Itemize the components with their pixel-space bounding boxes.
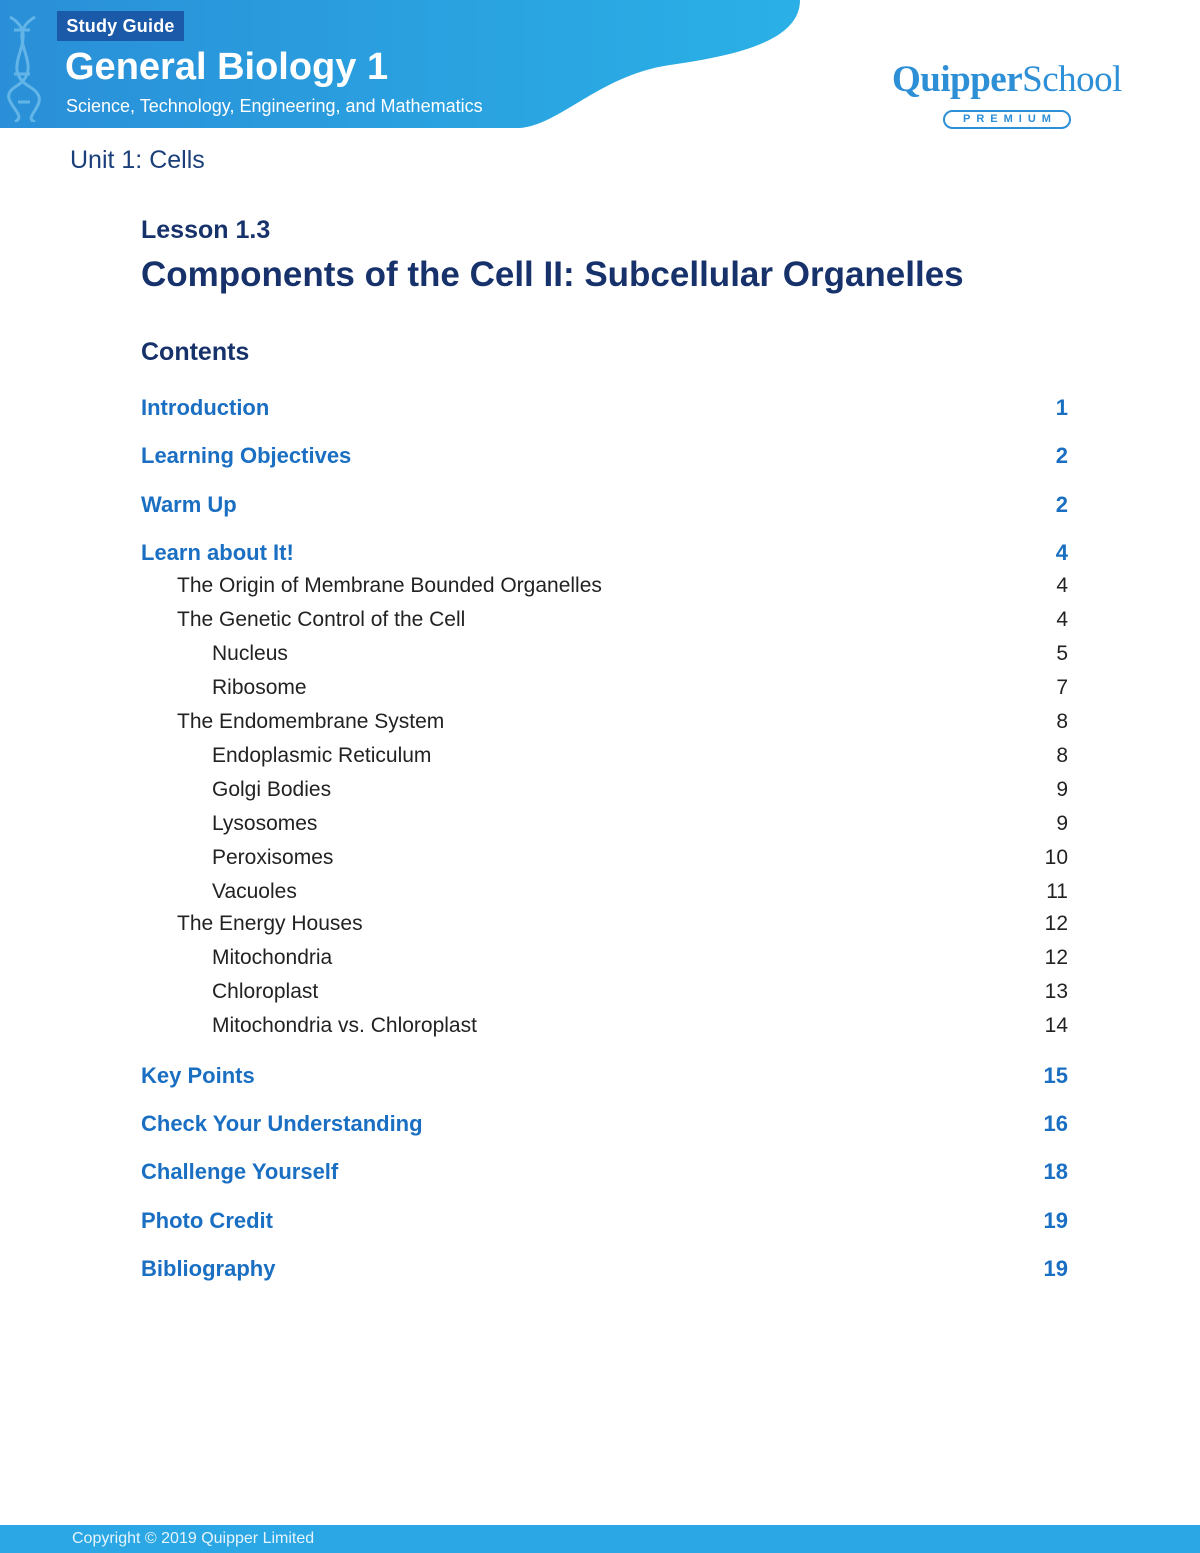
toc-entry-label[interactable]: Challenge Yourself xyxy=(141,1159,339,1184)
lesson-number: Lesson 1.3 xyxy=(141,216,271,244)
toc-entry[interactable] xyxy=(0,608,1200,638)
toc-entry-label[interactable]: Key Points xyxy=(141,1063,255,1088)
toc-entry-page: 9 xyxy=(1056,812,1068,835)
toc-entry[interactable] xyxy=(0,846,1200,876)
logo-brand-first: Quipper xyxy=(892,59,1023,100)
toc-entry-label[interactable]: Vacuoles xyxy=(212,880,297,903)
toc-entry-label[interactable]: Bibliography xyxy=(141,1256,276,1281)
logo-wordmark xyxy=(892,58,1122,101)
toc-entry[interactable] xyxy=(0,880,1200,910)
toc-entry-page: 9 xyxy=(1056,778,1068,801)
logo-brand-second: School xyxy=(1022,59,1122,100)
toc-entry-page: 12 xyxy=(1044,912,1068,935)
toc-entry-page: 8 xyxy=(1056,744,1068,767)
footer-bar xyxy=(0,1525,1200,1553)
toc-entry[interactable] xyxy=(0,1111,1200,1141)
toc-entry-label[interactable]: Learn about It! xyxy=(141,540,294,565)
toc-entry-label[interactable]: Chloroplast xyxy=(212,980,319,1003)
toc-entry-page: 4 xyxy=(1056,574,1068,597)
toc-entry-page: 18 xyxy=(1043,1159,1068,1184)
toc-entry-page: 7 xyxy=(1056,676,1068,699)
toc-entry-page: 2 xyxy=(1055,492,1068,517)
toc-entry-label[interactable]: Ribosome xyxy=(212,676,307,699)
study-guide-tag: Study Guide xyxy=(57,11,184,41)
toc-entry[interactable] xyxy=(0,778,1200,808)
course-title: General Biology 1 xyxy=(65,46,389,88)
course-subtitle: Science, Technology, Engineering, and Mathematics xyxy=(66,96,483,116)
toc-entry-label[interactable]: Photo Credit xyxy=(141,1208,273,1233)
lesson-title: Components of the Cell II: Subcellular Organelles xyxy=(141,255,964,294)
toc-entry-page: 11 xyxy=(1046,880,1068,903)
contents-heading: Contents xyxy=(141,338,250,366)
toc-entry-page: 4 xyxy=(1055,540,1068,565)
toc-entry-label[interactable]: Peroxisomes xyxy=(212,846,334,869)
toc-entry[interactable] xyxy=(0,1256,1200,1286)
toc-entry-label[interactable]: The Endomembrane System xyxy=(177,710,445,733)
toc-entry-label[interactable]: Mitochondria vs. Chloroplast xyxy=(212,1014,477,1037)
toc-entry[interactable] xyxy=(0,946,1200,976)
toc-entry[interactable] xyxy=(0,443,1200,473)
toc-entry-label[interactable]: The Genetic Control of the Cell xyxy=(177,608,466,631)
toc-entry[interactable] xyxy=(0,1208,1200,1238)
toc-entry-page: 15 xyxy=(1043,1063,1068,1088)
toc-entry[interactable] xyxy=(0,574,1200,604)
toc-entry[interactable] xyxy=(0,744,1200,774)
toc-entry[interactable] xyxy=(0,812,1200,842)
toc-entry-label[interactable]: Learning Objectives xyxy=(141,443,352,468)
toc-entry-label[interactable]: Golgi Bodies xyxy=(212,778,332,801)
toc-entry-label[interactable]: Mitochondria xyxy=(212,946,333,969)
toc-entry-page: 16 xyxy=(1043,1111,1068,1136)
toc-entry-label[interactable]: Lysosomes xyxy=(212,812,318,835)
toc-entry-page: 4 xyxy=(1056,608,1068,631)
toc-entry-label[interactable]: Nucleus xyxy=(212,642,288,665)
toc-entry[interactable] xyxy=(0,642,1200,672)
toc-entry[interactable] xyxy=(0,980,1200,1010)
toc-entry[interactable] xyxy=(0,1063,1200,1093)
toc-entry-page: 13 xyxy=(1044,980,1068,1003)
toc-entry-page: 12 xyxy=(1044,946,1068,969)
toc-entry-label[interactable]: The Energy Houses xyxy=(177,912,363,935)
toc-entry-page: 2 xyxy=(1055,443,1068,468)
toc-entry[interactable] xyxy=(0,912,1200,942)
toc-entry-label[interactable]: Check Your Understanding xyxy=(141,1111,423,1136)
toc-entry-page: 19 xyxy=(1043,1256,1068,1281)
toc-entry-page: 8 xyxy=(1056,710,1068,733)
toc-entry[interactable] xyxy=(0,1159,1200,1189)
copyright-text: Copyright © 2019 Quipper Limited xyxy=(72,1530,315,1547)
unit-title: Unit 1: Cells xyxy=(70,146,205,174)
toc-entry[interactable] xyxy=(0,540,1200,570)
toc-entry[interactable] xyxy=(0,492,1200,522)
toc-entry-label[interactable]: The Origin of Membrane Bounded Organelles xyxy=(177,574,602,597)
toc-entry-label[interactable]: Endoplasmic Reticulum xyxy=(212,744,432,767)
toc-entry-label[interactable]: Introduction xyxy=(141,395,270,420)
quipper-school-logo xyxy=(892,58,1132,134)
toc-entry-page: 14 xyxy=(1044,1014,1068,1037)
toc-entry[interactable] xyxy=(0,1014,1200,1044)
toc-entry[interactable] xyxy=(0,710,1200,740)
toc-entry-page: 10 xyxy=(1044,846,1068,869)
logo-premium-badge: PREMIUM xyxy=(943,110,1071,129)
toc-entry-page: 1 xyxy=(1055,395,1068,420)
toc-entry-page: 19 xyxy=(1043,1208,1068,1233)
toc-entry-label[interactable]: Warm Up xyxy=(141,492,237,517)
toc-entry[interactable] xyxy=(0,676,1200,706)
toc-entry[interactable] xyxy=(0,395,1200,425)
toc-entry-page: 5 xyxy=(1056,642,1068,665)
